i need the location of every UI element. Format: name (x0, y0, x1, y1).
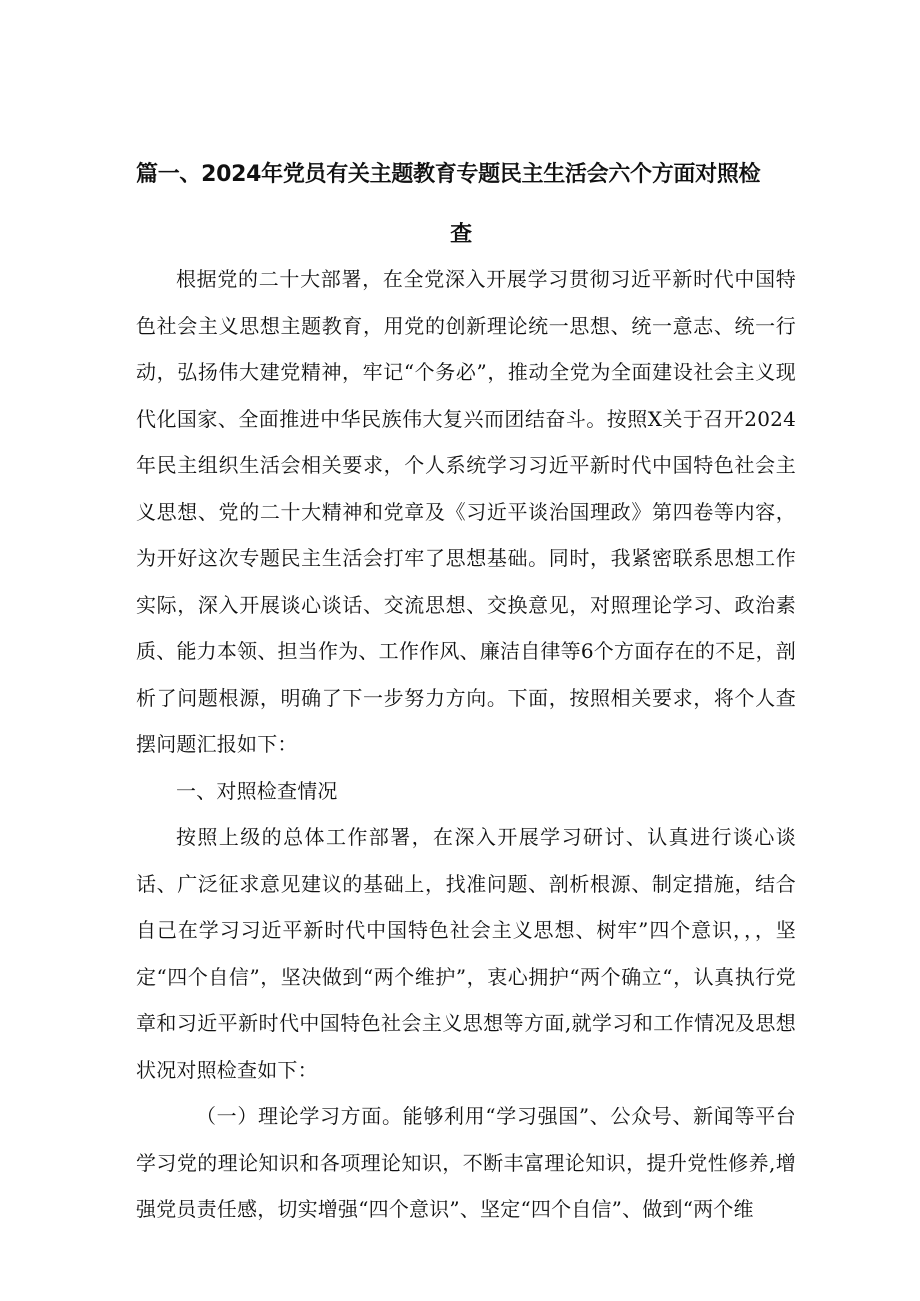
document-body (136, 256, 796, 1233)
title-line-2: 查 (450, 222, 472, 247)
title-line-1: 篇一、2024年党员有关主题教育专题民主生活会六个方面对照检 (136, 162, 761, 187)
intro-paragraph: 根据党的二十大部署，在全党深入开展学习贯彻习近平新时代中国特色社会主义思想主题教育，用党的创新理论统一思想、统一意志、统一行动，弘扬伟大建党精神，牢记“个务必”，推动全党为全面建设社会主义现代化国家、全面推进中华民族伟大复兴而团结奋斗。按照X关于召开2024年民主组织生活会相关要求，个人系统学习习近平新时代中国特色社会主义思想、党的二十大精神和党章及《习近平谈治国理政》第四卷等内容，为开好这次专题民主生活会打牢了思想基础。同时，我紧密联系思想工作实际，深入开展谈心谈话、交流思想、交换意见，对照理论学习、政治素质、能力本领、担当作为、工作作风、廉洁自律等6个方面存在的不足，剖析了问题根源，明确了下一步努力方向。下面，按照相关要求，将个人查摆问题汇报如下： (136, 267, 796, 756)
subsection-paragraph: （一）理论学习方面。能够利用“学习强国”、公众号、新闻等平台学习党的理论知识和各项理论知识，不断丰富理论知识，提升党性修养,增强党员责任感，切实增强“四个意识”、坚定“四个自信”、做到“两个维 (136, 1104, 796, 1221)
document-title (136, 145, 796, 265)
section-paragraph: 按照上级的总体工作部署，在深入开展学习研讨、认真进行谈心谈话、广泛征求意见建议的基础上，找准问题、剖析根源、制定措施，结合自己在学习习近平新时代中国特色社会主义思想、树牢”四个意识，，，坚定“四个自信”，坚决做到“两个维护”，衷心拥护“两个确立“，认真执行党章和习近平新时代中国特色社会主义思想等方面,就学习和工作情况及思想状况对照检查如下： (136, 825, 796, 1082)
section-heading: 一、对照检查情况 (176, 778, 338, 803)
